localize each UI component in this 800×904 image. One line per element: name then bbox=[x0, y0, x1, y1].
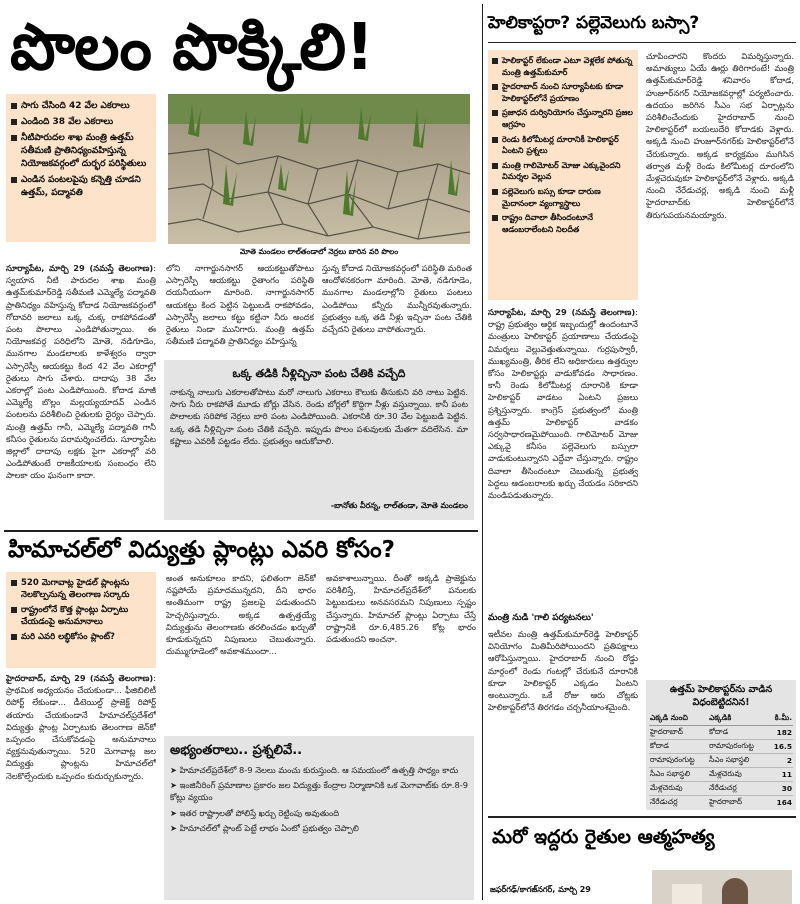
himachal-highlights bbox=[6, 572, 156, 668]
main-story-col1 bbox=[6, 262, 156, 532]
highlight-item: హైదరాబాద్ నుంచి సూర్యాపేటకు కూడా హెలికాప్టర్‌లోనే ప్రయాణం bbox=[492, 81, 634, 104]
objection-item: ➤ హిమాచల్‌ప్రదేశ్‌లో 8-9 నెలలు మంచు కురుస్తుంది. ఆ సమయంలో ఉత్పత్తి సాధ్యం కాదు bbox=[170, 765, 459, 775]
main-highlights bbox=[6, 94, 156, 242]
helicopter-body-2: ఇటీవల మంత్రి ఉత్తమ్‌కుమార్‌రెడ్డి హెలికాప్టర్ వినియోగం మితిమీరిపోయిందని ప్రతిపక్షాలు ఆరోపిస్తున్నాయి. హైదరాబాద్ నుంచి రోడ్డు మార్గంలో రెండు గంటల్లో చేరుకునే దూరానికి కూడా హెలికాప్టర్ ఎక్కడం ఏంటని అంటున్నారు. ఒకే రోజు ఆరు చోట్లకు హెలికాప్టర్‌లోనే తిరగడం చర్చనీయాంశమైంది. bbox=[488, 629, 638, 713]
table-cell: 164 bbox=[776, 798, 792, 807]
helicopter-distance-box bbox=[646, 680, 796, 810]
himachal-col2: అంత అనుకూలం కాదని, ఫలితంగా జెన్‌కో నష్టపోయే ప్రమాదమున్నదని, దీని భారం అంతిమంగా రాష్ట్ర ప్రజలపై పడుతుందని హెచ్చరిస్తున్నారు. అక్కడ ఉత్పత్తయ్యే విద్యుత్తును తెలంగాణకు తరలించడం ఖర్చుతో కూడుకున్నదని నిపుణులు చెబుతున్నారు. దుమ్ముగూడెంలో అవకాశముందా... bbox=[166, 573, 316, 657]
objection-item: ➤ ఇతర రాష్ట్రాలతో పోలిస్తే ఖర్చు రెట్టింపు అవుతుంది bbox=[170, 807, 340, 818]
farmers-headline: మరో ఇద్దరు రైతుల ఆత్మహత్య bbox=[492, 826, 715, 848]
photo-caption: మోతె మండలం లాల్‌తండాలో నెర్రలు బారిన వరి పొలం bbox=[239, 247, 399, 256]
cracked-field-photo bbox=[168, 94, 470, 244]
highlight-item: రెండు కిలోమీటర్ల దూరానికీ హెలికాప్టర్ ఏంటని ప్రశ్నలు bbox=[492, 134, 634, 157]
highlight-item: మంత్రి గాలిమోటర్ మోజు ఎక్కువైందని విమర్శల వెల్లువ bbox=[492, 160, 634, 183]
table-header: కి.మీ. bbox=[774, 713, 792, 722]
quote-text: నాకున్న నాలుగు ఎకరాలతోపాటు మరో నాలుగు ఎకరాలు కౌలుకు తీసుకుని వరి నాటు పెట్టిన. సాగు నీరు రాకపోతే మూడు బోర్లు వేసిన. రెండు బోర్లలో కొద్దిగా నీళ్లు వస్తున్నాయి. కానీ పంట పొలాలకు సరిపోక నెర్రలు బారి పంట ఎండిపోయింది. ఎకరానికి రూ.30 వేల పెట్టుబడి పెట్టిన. ఒక్క తడి నీళ్లిచ్చినా పంట చేతికి వచ్చేది. ఇప్పుడు పొలం పశువులకు మేతగా వదిలేసిన. మా కష్టాలు ఎవరికీ పట్టడం లేదు. ప్రభుత్వం ఆదుకోవాలి. bbox=[170, 387, 468, 446]
highlight-item: నీటిపారుదల శాఖ మంత్రి ఉత్తమ్ సతీమణి ప్రాతినిధ్యంవహిస్తున్న నియోజకవర్గంలో దుర్భర పరిస్థితులు bbox=[11, 132, 151, 171]
table-cell: మేళ్లచెరువు bbox=[650, 783, 683, 792]
table-header-row bbox=[649, 712, 793, 726]
highlight-item: 520 మెగావాట్ల హైడల్ ప్లాంట్లను నెలకొల్పనున్న తెలంగాణ సర్కారు bbox=[11, 577, 151, 601]
table-cell: కోదాడ bbox=[709, 727, 729, 736]
highlight-item: ఎండిన పంటలపైపు కన్నెత్తి చూడని ఉత్తమ్, పద్మావతి bbox=[11, 174, 151, 200]
section-divider bbox=[488, 816, 796, 818]
dateline: సూర్యాపేట, మార్చి 29 (నమస్తే తెలంగాణ) bbox=[6, 263, 154, 273]
dateline: సూర్యాపేట, మార్చి 29 (నమస్తే తెలంగాణ) bbox=[488, 307, 636, 317]
table-cell: సీఎం సభాస్థలి bbox=[709, 755, 750, 764]
table-row bbox=[649, 768, 793, 782]
table-cell: రామాపురంగుట్ట bbox=[709, 741, 754, 750]
column-divider bbox=[482, 4, 483, 900]
objection-item: ➤ హిమాచల్‌లో ప్లాంట్ పెట్టే లాభం ఏంటో ప్రభుత్వం చెప్పాలి bbox=[170, 822, 359, 833]
helicopter-body bbox=[488, 306, 638, 606]
table-row bbox=[649, 796, 793, 810]
farmer-quote-box bbox=[164, 360, 474, 520]
highlight-item: రాష్ట్రం దివాలా తీసిందంటూనే ఆడంబరాలేంటని నిలదీత bbox=[492, 212, 634, 235]
story-text: : ప్రాథమిక అధ్యయనం చేయకుండా... ఫీజిబిలిటీ రిపోర్ట్ లేకుండా... డీటెయిల్డ్ ప్రాజెక్ట్ రిపోర్ట్ తయారు చేయకుండానే హిమాచల్‌ప్రదేశ్‌లో విద్యుత్తు ప్లాంట్ల ఏర్పాటుకు తెలంగాణ జెన్‌కో ఒప్పందం చేసుకోవడంపై అనుమానాలు వ్యక్తమవుతున్నాయి. 520 మెగావాట్ల జల విద్యుత్తు ప్లాంట్లను హిమాచల్‌లో నెలకొల్పేందుకు ఒప్పందం కుదుర్చుకున్నారు. bbox=[6, 673, 156, 781]
himachal-col3: అవకాశాలున్నాయి. దీంతో అక్కడి ప్రాజెక్టును పరిశీలిస్తే, హిమాచల్‌ప్రదేశ్‌లో పనులకు పెట్టుబడులు అనవసరమని నిపుణులు స్పష్టం చేస్తున్నారు. హిమాచల్ ప్లాంట్లు ఏర్పాటు చేస్తే రాష్ట్రానికి రూ.6,485.26 కోట్ల భారం పడుతుందని అంచనా. bbox=[326, 573, 476, 645]
highlight-item: రాష్ట్రంలోనే కొత్త ప్లాంట్లు ఏర్పాటు చేయడంపై అనుమానాలు bbox=[11, 604, 151, 628]
farmers-dateline: జఫర్‌గఢ్/కాగజ్‌నగర్, మార్చి 29 bbox=[490, 885, 591, 894]
story-text: : స్వయాన నీటి పారుదల శాఖ మంత్రి ఉత్తమ్‌కుమార్‌రెడ్డి సతీమణి ఎమ్మెల్యే పద్మావతి ప్రాతినిధ్యం వహిస్తున్న కోదాడ నియోజకవర్గంలో గోదావరి జలాలు ఒక్క చుక్క రాకపోవడంతో పంట పొలాలు ఎండిపోతున్నాయి. ఈ నియోజకవర్గ పరిధిలోని మోతె, నడిగూడెం, మునగాల మండలాలకు కాళేశ్వరం ద్వారా ఎస్సారెస్పీ ఆయకట్టు కింద 42 వేల ఎకరాల్లో రైతులు సాగు చేశారు. దాదాపు 38 వేల ఎకరాల్లో పంట ఎండిపోయింది. కోదాడ మాజీ ఎమ్మెల్యే బొల్లం మల్లయ్యయాదవ్ ఎండిన పంటలను పరిశీలించి రైతులకు ధైర్యం చెప్పారు. మంత్రి ఉత్తమ్ గానీ, ఎమ్మెల్యే పద్మావతి గానీ కనీసం రైతులను పరామర్శించలేదు. సూర్యాపేట జిల్లాలో దాదాపు లక్షకు పైగా ఎకరాల్లో వరి ఎండిపోతుంటే రాజకీయాలకు సంబంధం లేని పాలకా యం ఘనంగా కాదా. bbox=[6, 263, 156, 481]
highlight-item: ప్రజాధన దుర్వినియోగం చేస్తున్నారని ప్రజల ఆగ్రహం bbox=[492, 107, 634, 130]
table-header: ఎక్కడికి bbox=[709, 713, 732, 722]
table-cell: నేరేడుచర్ల bbox=[709, 783, 737, 792]
helicopter-highlights bbox=[488, 50, 638, 300]
table-cell: 16.5 bbox=[773, 742, 792, 751]
quote-attribution: -బానోతు వీరన్న, లాల్‌తండా, మోతె మండలం bbox=[330, 501, 468, 510]
main-headline: పొలం పొక్కిలి! bbox=[10, 11, 374, 85]
section-divider bbox=[4, 530, 478, 532]
table-cell: 11 bbox=[781, 770, 792, 779]
table-cell: హైదరాబాద్ bbox=[709, 797, 743, 806]
table-cell: మేళ్లచెరువు bbox=[709, 769, 742, 778]
table-row bbox=[649, 782, 793, 796]
table-cell: కోదాడ bbox=[650, 741, 669, 750]
helicopter-subhead: మంత్రి నుడి 'గాలి పర్యటనలు' bbox=[488, 613, 594, 623]
himachal-headline: హిమాచల్‌లో విద్యుత్తు ప్లాంట్లు ఎవరి కోసం? bbox=[8, 537, 396, 563]
table-cell: హైదరాబాద్ bbox=[650, 727, 683, 736]
table-row bbox=[649, 754, 793, 768]
table-cell: 30 bbox=[781, 784, 792, 793]
dateline: హైదరాబాద్, మార్చి 29 (నమస్తే తెలంగాణ) bbox=[6, 673, 154, 683]
main-story-col2: లోని నాగార్జునసాగర్ ఆయకట్టుతోపాటు ఎస్సారెస్పీ ఆయకట్టు రైతాంగం పరిస్థితి దయనీయంగా మారింది. నాగార్జునసాగర్ ఆయకట్టు కింద పెట్టిన పెట్టుబడి రాకపోవడం, ఎస్సారెస్పీ జలాలు కట్టు కట్టినా నీరు అందక రైతులు నిండా మునిగారు. మంత్రి ఉత్తమ్ సతీమణి పద్మావతి ప్రాతినిధ్యం వహిస్తున్న bbox=[166, 263, 314, 347]
headline-underline bbox=[488, 42, 796, 43]
table-cell: 2 bbox=[786, 756, 792, 765]
table-row bbox=[649, 740, 793, 754]
table-cell: రామాపురంగుట్ట bbox=[650, 755, 695, 764]
table-header: ఎక్కడి నుంచి bbox=[650, 713, 688, 722]
highlight-item: పల్లెవెలుగు బస్సు కూడా దారుణ మైదానంలా వ్యంగ్యాస్త్రాలు bbox=[492, 186, 634, 209]
table-row bbox=[649, 726, 793, 740]
highlight-item: సాగు చేసింది 42 వేల ఎకరాలు bbox=[11, 100, 151, 113]
quote-subhead: ఒక్క తడికి నీళ్లిచ్చినా పంట చేతికి వచ్చేది bbox=[232, 367, 406, 380]
table-title: ఉత్తమ్ హెలికాప్టర్‌ను వాడిన విధంబెట్టిదనిన! bbox=[669, 684, 773, 708]
table-cell: సీఎం సభాస్థలి bbox=[650, 769, 691, 778]
highlight-item: హెలికాప్టర్ లేకుండా ఎటూ వెళ్లలేక పోతున్న మంత్రి ఉత్తమ్‌కుమార్ bbox=[492, 55, 634, 78]
objections-box bbox=[164, 736, 474, 900]
helicopter-side-col: చూపించారని కొందరు విమర్శిస్తున్నారు. అమాత్యులు ఏయే ఊర్లు తిరిగారంటే! మంత్రి ఉత్తమ్‌కుమార్‌రెడ్డి శనివారం కోదాడ, హుజూర్‌నగర్ నియోజకవర్గాల్లో పర్యటించారు. ఉదయం జరిగిన సీఎం సభ ఏర్పాట్లను పరిశీలించేందుకు హైదరాబాద్ నుంచి హెలికాప్టర్‌లో బయలుదేరి కోదాడకు వెళ్లారు. అక్కడి నుంచి హుజూర్‌నగర్‌కు హెలికాప్టర్‌లోనే చేరుకున్నారు. అక్కడ కార్యక్రమం ముగిసిన తర్వాత మళ్లీ రెండు కిలోమీటర్ల దూరంలోని మేళ్లచెరువుకూ హెలికాప్టర్‌లోనే వెళ్లారు. అక్కడి నుంచి నేరేడుచర్ల, అక్కడి నుంచి మళ్లీ హైదరాబాద్‌కు హెలికాప్టర్‌లోనే తిరుగుపయనమయ్యారు. bbox=[646, 51, 794, 220]
table-cell: నేరేడుచర్ల bbox=[650, 797, 678, 806]
objections-title: అభ్యంతరాలు.. ప్రశ్నలివే.. bbox=[170, 743, 303, 758]
main-story-col3: స్తున్న కోదాడ నియోజకవర్గంలో పరిస్థితి మరింత ఆందోళనకరంగా మారింది. మోతె, నడిగూడెం, మునగాల మండలాల్లోని రైతులు పంటలు ఎండిపోయి కన్నీరు మున్నీరవుతున్నారు. ప్రభుత్వం ఒక్క తడి నీళ్లు ఇచ్చినా పంట చేతికి వచ్చేదని రైతులు వాపోతున్నారు. bbox=[322, 263, 472, 335]
objection-item: ➤ ఇంజినీరింగ్ ప్రమాణాల ప్రకారం జల విద్యుత్తు కేంద్రాల నిర్మాణానికి ఒక మెగావాట్‌కు రూ.8-9 కోట్లు వ్యయం bbox=[170, 780, 468, 803]
highlight-item: ఎండింది 38 వేల ఎకరాలు bbox=[11, 116, 151, 129]
himachal-col1 bbox=[6, 672, 156, 902]
distance-table bbox=[649, 712, 793, 809]
farmer-photo bbox=[652, 870, 792, 904]
table-cell: 182 bbox=[776, 728, 792, 737]
story-text: : రాష్ట్ర ప్రభుత్వం ఆర్థిక ఇబ్బందుల్లో ఉందంటూనే మంత్రులు హెలికాప్టర్ ప్రయాణాలు చేయడంపై విమర్శలు వెల్లువెత్తుతున్నాయి. గుర్రపుస్వారీ, ముఖ్యమంత్రి, తీరిక లేని అధికారులు ఉత్తర్వుల కోసం హెలికాప్టర్లు వాడుకోవడం సాధారణం. కానీ రెండు కిలోమీటర్ల దూరానికి కూడా హెలికాప్టర్ వాడటం ఏంటని ప్రజలు ప్రశ్నిస్తున్నారు. కాంగ్రెస్ ప్రభుత్వంలో మంత్రి ఉత్తమ్ హెలికాప్టర్ వాడకం సర్వసాధారణమైపోయింది. గాలిమోటర్ మోజు ఎక్కువై కనీసం పల్లెవెలుగు బస్సులా వాడుకుంటున్నారని ఎద్దేవా చేస్తున్నారు. రాష్ట్రం దివాలా తీసిందంటూ చెబుతున్న ప్రభుత్వ పెద్దలు ఆడంబరాలకు ఖర్చు చేయడం సరికాదని మండిపడుతున్నారు. bbox=[488, 307, 638, 501]
helicopter-headline: హెలికాప్టరా? పల్లెవెలుగు బస్సా? bbox=[488, 13, 700, 33]
highlight-item: మరి ఎవరి లబ్ధికోసం ప్లాంట్? bbox=[11, 631, 151, 643]
